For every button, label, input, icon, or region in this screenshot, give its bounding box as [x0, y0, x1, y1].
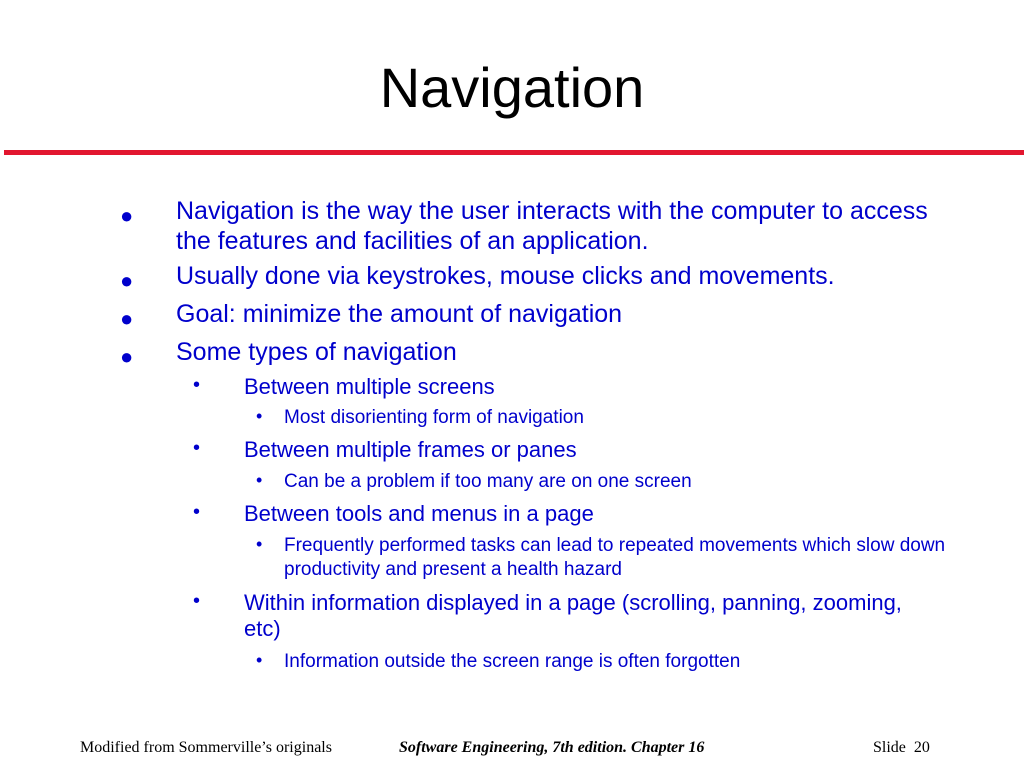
bullet-dot-icon: •	[256, 470, 263, 490]
bullet-dot-icon: •	[193, 437, 201, 459]
footer-book-title: Software Engineering, 7th edition. Chapter 16	[399, 739, 705, 756]
bullet-text: Between multiple screens	[244, 374, 495, 399]
footer-credit: Modified from Sommerville’s originals	[80, 739, 332, 756]
bullet-text: Navigation is the way the user interacts with the computer to access the features and facilities of an application.	[176, 197, 928, 255]
bullet-dot-icon: ●	[120, 203, 134, 228]
bullet-text: Within information displayed in a page (scrolling, panning, zooming, etc)	[244, 590, 902, 641]
bullet-dot-icon: ●	[120, 306, 134, 331]
bullet-text: Some types of navigation	[176, 338, 457, 366]
bullet-text: Can be a problem if too many are on one screen	[284, 471, 692, 492]
bullet-text: Between tools and menus in a page	[244, 501, 594, 526]
footer-slide-number	[873, 738, 930, 758]
bullet-dot-icon: •	[193, 590, 201, 612]
slide-number: 20	[913, 739, 930, 756]
slide-title: Navigation	[379, 56, 645, 119]
bullet-text: Usually done via keystrokes, mouse clicks and movements.	[176, 262, 835, 290]
bullet-dot-icon: •	[193, 374, 201, 396]
bullet-dot-icon: •	[256, 534, 263, 554]
bullet-dot-icon: •	[193, 501, 201, 523]
bullet-text: Most disorienting form of navigation	[284, 407, 584, 428]
bullet-text: Between multiple frames or panes	[244, 437, 577, 462]
bullet-text: Frequently performed tasks can lead to repeated movements which slow down productivity and present a health hazard	[284, 535, 946, 580]
bullet-text: Information outside the screen range is often forgotten	[284, 651, 741, 672]
bullet-dot-icon: ●	[120, 268, 134, 293]
bullet-text: Goal: minimize the amount of navigation	[176, 300, 623, 328]
bullet-dot-icon: ●	[120, 344, 134, 369]
bullet-dot-icon: •	[256, 406, 263, 426]
bullet-dot-icon: •	[256, 650, 263, 670]
title-underline-rule	[4, 150, 1024, 155]
slide-label: Slide	[873, 739, 906, 756]
